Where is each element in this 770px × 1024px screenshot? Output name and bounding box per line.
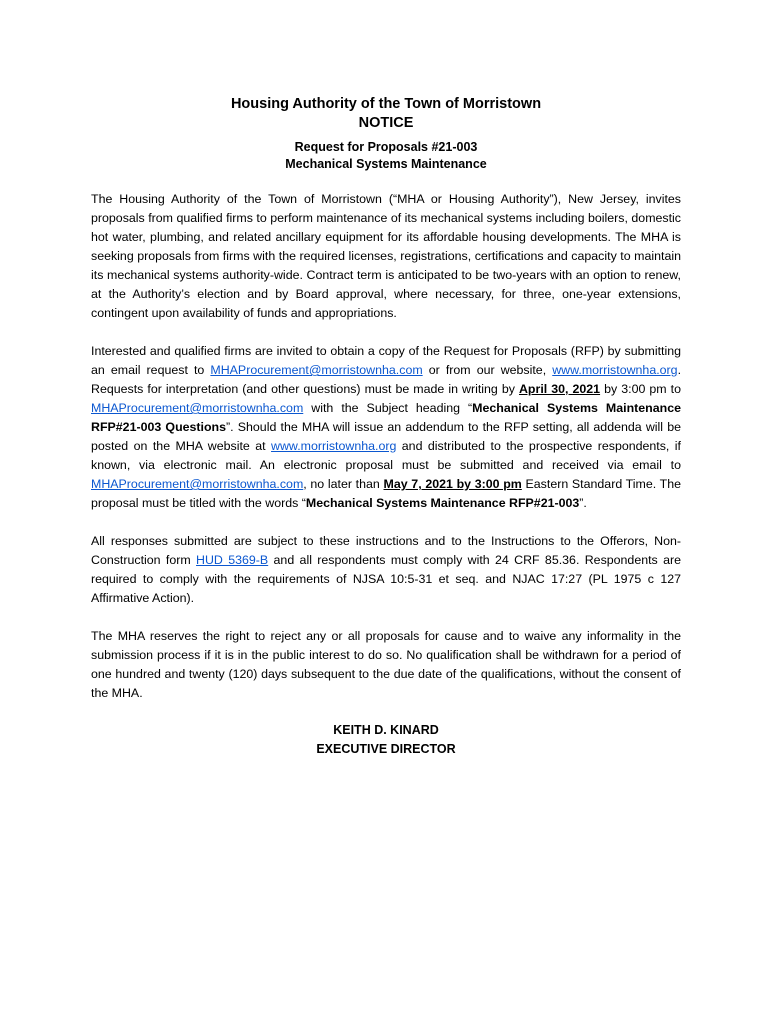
proposal-deadline: May 7, 2021 by 3:00 pm <box>383 477 522 491</box>
hud-form-link[interactable]: HUD 5369-B <box>196 553 269 567</box>
signature-block <box>91 721 681 759</box>
para3-text-1: All responses submitted are subject to these instructions and to the Instructions to the Offerors, Non-Construction form <box>91 534 681 567</box>
para2-text-10: ”. <box>579 496 587 510</box>
website-link-2[interactable]: www.morristownha.org <box>271 439 397 453</box>
proposal-title: Mechanical Systems Maintenance RFP#21-003 <box>305 496 580 510</box>
para2-text-8: , no later than <box>303 477 384 491</box>
signatory-name: KEITH D. KINARD <box>333 723 439 737</box>
procurement-email-link-2[interactable]: MHAProcurement@morristownha.com <box>91 401 304 415</box>
submission-paragraph <box>91 342 681 513</box>
para2-text-2: or from our website, <box>422 363 553 377</box>
questions-subject-heading: Mechanical Systems Maintenance RFP#21-003 Questions <box>91 401 681 434</box>
procurement-email-link-3[interactable]: MHAProcurement@morristownha.com <box>91 477 304 491</box>
para2-text-7: and distributed to the prospective respondents, if known, via electronic mail. An electronic proposal must be submitted and received via email to <box>91 439 682 472</box>
para2-text-4: by 3:00 pm to <box>600 382 681 396</box>
compliance-paragraph <box>91 532 681 608</box>
rfp-subject: Mechanical Systems Maintenance <box>285 157 487 171</box>
para2-text-6: ”. Should the MHA will issue an addendum to the RFP setting, all addenda will be posted on the MHA website at <box>91 420 681 453</box>
intro-paragraph: The Housing Authority of the Town of Morristown (“MHA or Housing Authority”), New Jersey, invites proposals from qualified firms to perform maintenance of its mechanical systems including boilers, domestic hot water, plumbing, and related ancillary equipment for its affordable housing developments. The MHA is seeking proposals from firms with the required licenses, registrations, certifications and capacity to maintain its mechanical systems authority-wide. Contract term is anticipated to be two-years with an option to renew, at the Authority’s election and by Board approval, where necessary, for three, one-year extensions, contingent upon availability of funds and appropriations. <box>91 192 681 320</box>
para2-text-3: . Requests for interpretation (and other questions) must be made in writing by <box>91 363 682 396</box>
document-title: Housing Authority of the Town of Morristown <box>230 96 542 112</box>
notice-heading: NOTICE <box>358 115 414 131</box>
website-link-1[interactable]: www.morristownha.org <box>552 363 678 377</box>
questions-deadline: April 30, 2021 <box>518 382 601 396</box>
para2-text-9: Eastern Standard Time. The proposal must be titled with the words “ <box>91 477 682 510</box>
procurement-email-link-1[interactable]: MHAProcurement@morristownha.com <box>210 363 423 377</box>
reservation-paragraph: The MHA reserves the right to reject any or all proposals for cause and to waive any informality in the submission process if it is in the public interest to do so. No qualification shall be withdrawn for a period of one hundred and twenty (120) days subsequent to the due date of the qualifications, without the consent of the MHA. <box>91 629 681 700</box>
para2-text-1: Interested and qualified firms are invited to obtain a copy of the Request for Proposals (RFP) by submitting an email request to <box>91 344 681 377</box>
para3-text-2: and all respondents must comply with 24 CRF 85.36. Respondents are required to comply with the requirements of NJSA 10:5-31 et seq. and NJAC 17:27 (PL 1975 c 127 Affirmative Action). <box>91 553 681 605</box>
rfp-number: Request for Proposals #21-003 <box>294 140 478 154</box>
document-header <box>91 95 681 173</box>
signatory-title: EXECUTIVE DIRECTOR <box>316 742 456 756</box>
para2-text-5: with the Subject heading “ <box>303 401 473 415</box>
